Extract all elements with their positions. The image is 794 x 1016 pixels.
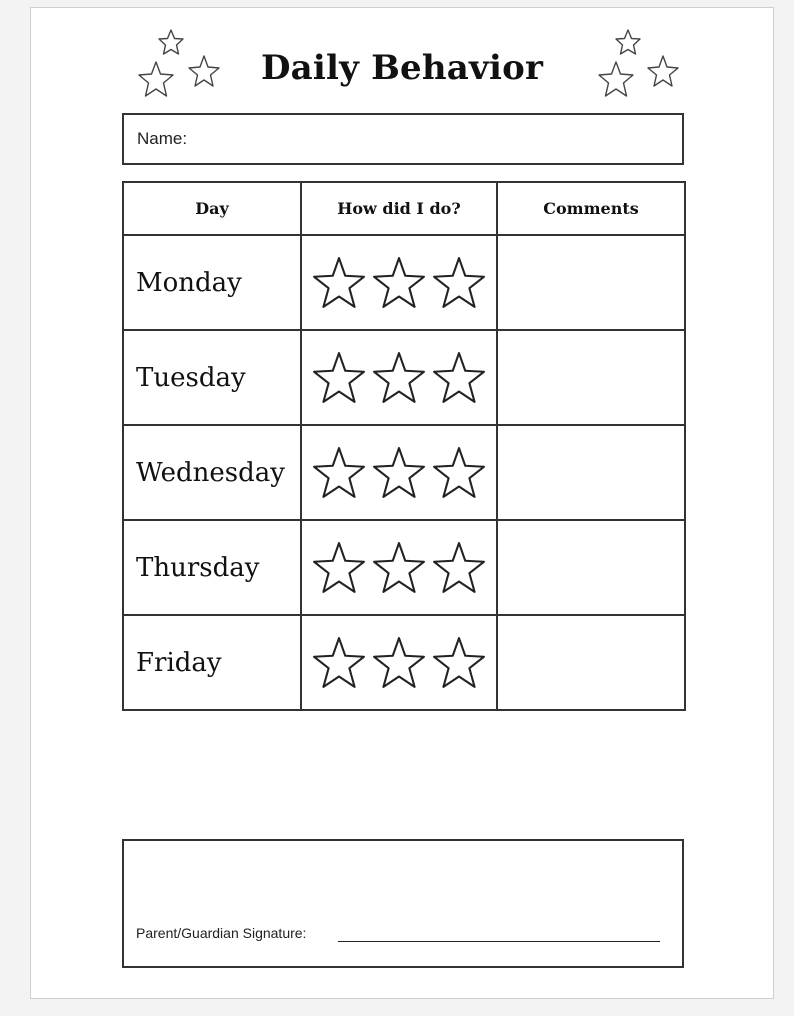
- name-field[interactable]: [122, 113, 684, 165]
- star-rating[interactable]: [301, 615, 497, 710]
- day-label: Tuesday: [123, 330, 301, 425]
- day-label: Monday: [123, 235, 301, 330]
- star-outline-icon[interactable]: [431, 351, 487, 405]
- star-outline-icon[interactable]: [371, 636, 427, 690]
- table-row: [123, 615, 685, 710]
- star-outline-icon[interactable]: [431, 256, 487, 310]
- day-label: Thursday: [123, 520, 301, 615]
- signature-label: Parent/Guardian Signature:: [136, 925, 307, 941]
- decorative-stars-right-icon: [588, 28, 688, 114]
- star-outline-icon[interactable]: [311, 351, 367, 405]
- header-how-did-i-do: How did I do?: [301, 182, 497, 235]
- star-rating[interactable]: [301, 330, 497, 425]
- star-outline-icon[interactable]: [311, 541, 367, 595]
- table-row: [123, 425, 685, 520]
- star-outline-icon[interactable]: [371, 541, 427, 595]
- name-label: Name:: [137, 129, 188, 148]
- star-rating[interactable]: [301, 235, 497, 330]
- comments-cell[interactable]: [497, 615, 685, 710]
- table-row: [123, 235, 685, 330]
- day-label: Wednesday: [123, 425, 301, 520]
- table-row: [123, 330, 685, 425]
- page-title: Daily Behavior: [260, 48, 544, 88]
- behavior-table: [122, 181, 686, 711]
- star-outline-icon[interactable]: [311, 636, 367, 690]
- signature-line[interactable]: [338, 941, 660, 942]
- star-rating[interactable]: [301, 520, 497, 615]
- star-outline-icon[interactable]: [371, 351, 427, 405]
- header-comments: Comments: [497, 182, 685, 235]
- star-rating[interactable]: [301, 425, 497, 520]
- day-label: Friday: [123, 615, 301, 710]
- comments-cell[interactable]: [497, 425, 685, 520]
- table-header-row: [123, 182, 685, 235]
- star-outline-icon[interactable]: [431, 446, 487, 500]
- star-outline-icon[interactable]: [371, 446, 427, 500]
- star-outline-icon[interactable]: [431, 636, 487, 690]
- signature-box[interactable]: [122, 839, 684, 968]
- table-row: [123, 520, 685, 615]
- worksheet-page: [30, 7, 774, 999]
- star-outline-icon[interactable]: [311, 256, 367, 310]
- star-outline-icon[interactable]: [371, 256, 427, 310]
- star-outline-icon[interactable]: [431, 541, 487, 595]
- header-day: Day: [123, 182, 301, 235]
- comments-cell[interactable]: [497, 330, 685, 425]
- comments-cell[interactable]: [497, 520, 685, 615]
- comments-cell[interactable]: [497, 235, 685, 330]
- star-outline-icon[interactable]: [311, 446, 367, 500]
